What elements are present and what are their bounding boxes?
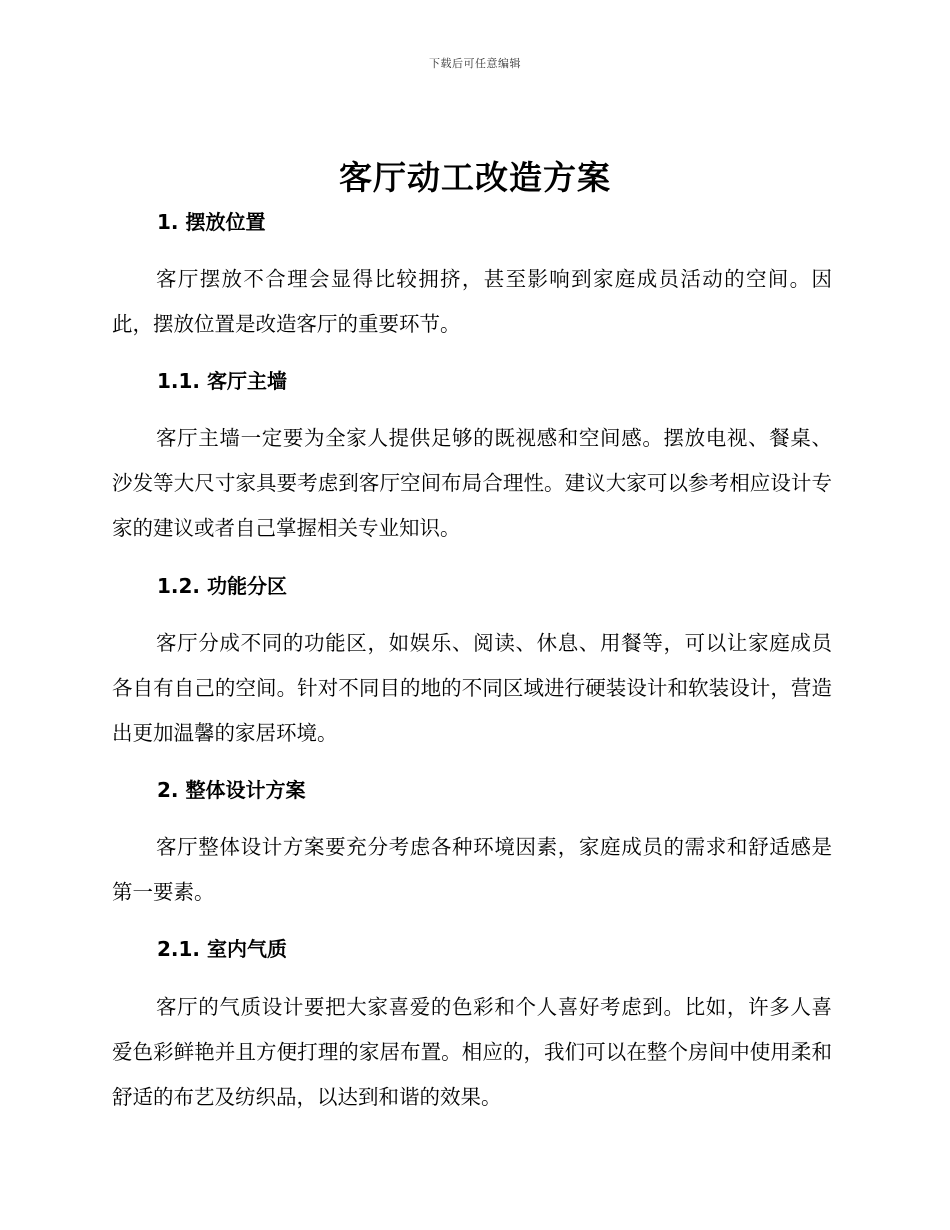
section-heading-placement: 1. 摆放位置 (157, 210, 266, 234)
document-title: 客厅动工改造方案 (339, 158, 611, 197)
section-heading-main-wall: 1.1. 客厅主墙 (157, 369, 287, 393)
section-heading-interior-style: 2.1. 室内气质 (157, 937, 287, 961)
section-heading-function-zones: 1.2. 功能分区 (157, 574, 287, 598)
section-body-interior-style: 客厅的气质设计要把大家喜爱的色彩和个人喜好考虑到。比如，许多人喜爱色彩鲜艳并且方便打理的家居布置。相应的，我们可以在整个房间中使用柔和舒适的布艺及纺织品，以达到和谐的效果。 (112, 995, 832, 1109)
section-body-function-zones: 客厅分成不同的功能区，如娱乐、阅读、休息、用餐等，可以让家庭成员各自有自己的空间。针对不同目的地的不同区域进行硬装设计和软装设计，营造出更加温馨的家居环境。 (112, 631, 832, 745)
section-body-main-wall: 客厅主墙一定要为全家人提供足够的既视感和空间感。摆放电视、餐桌、沙发等大尺寸家具要考虑到客厅空间布局合理性。建议大家可以参考相应设计专家的建议或者自己掌握相关专业知识。 (112, 426, 832, 540)
section-heading-overall-design: 2. 整体设计方案 (157, 778, 306, 802)
section-body-overall-design: 客厅整体设计方案要充分考虑各种环境因素，家庭成员的需求和舒适感是第一要素。 (112, 835, 832, 904)
section-body-placement: 客厅摆放不合理会显得比较拥挤，甚至影响到家庭成员活动的空间。因此，摆放位置是改造客厅的重要环节。 (112, 267, 832, 336)
page-header-note: 下载后可任意编辑 (429, 57, 521, 70)
